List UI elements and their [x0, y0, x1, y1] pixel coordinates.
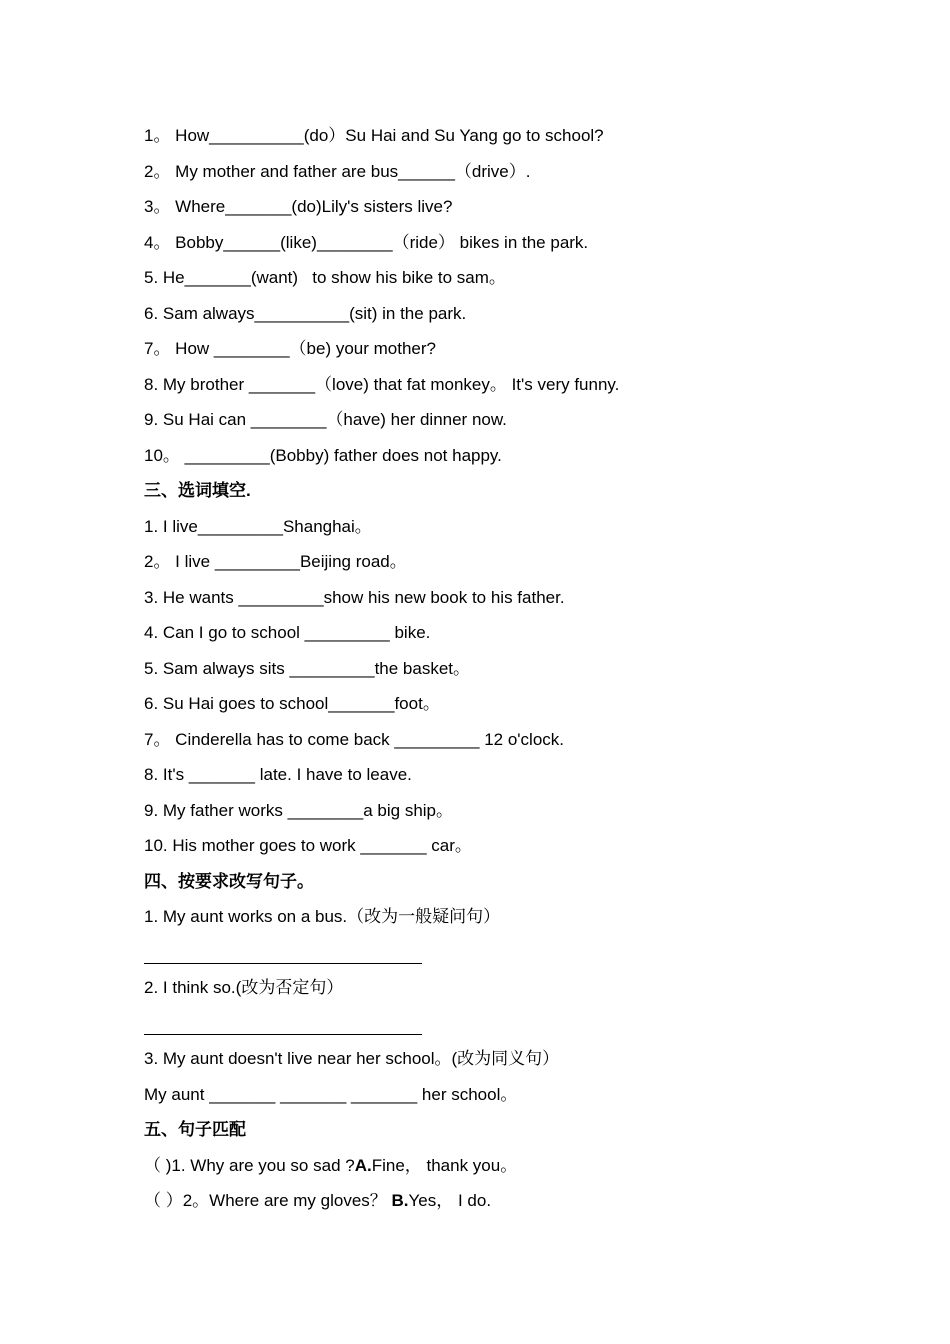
match-question: （ )1. Why are you so sad ?	[144, 1155, 355, 1175]
list-item: 10. His mother goes to work _______ car。	[144, 836, 472, 855]
list-item: 6. Sam always__________(sit) in the park.	[144, 303, 467, 323]
list-item: 5. Sam always sits _________the basket。	[144, 658, 471, 678]
list-item: 9. My father works ________a big ship。	[144, 800, 454, 820]
list-item: 5. He_______(want) to show his bike to sam。	[144, 268, 506, 287]
list-item: 1。 How__________(do）Su Hai and Su Yang go to school?	[144, 126, 604, 145]
list-item: 8. It's _______ late. I have to leave.	[144, 765, 412, 784]
list-item: 2。 My mother and father are bus______（drive）.	[144, 161, 531, 181]
list-item: My aunt _______ _______ _______ her school。	[144, 1084, 518, 1104]
list-item: 3. He wants _________show his new book to his father.	[144, 587, 565, 607]
answer-line[interactable]	[144, 1006, 864, 1042]
list-item: 2。 I live _________Beijing road。	[144, 552, 407, 571]
list-item: 8. My brother _______（love) that fat monkey。 It's very funny.	[144, 374, 620, 394]
list-item: 2. I think so.(改为否定句）	[144, 978, 344, 997]
list-item: 10。 _________(Bobby) father does not happy.	[144, 445, 502, 465]
list-item: 1. My aunt works on a bus.（改为一般疑问句）	[144, 907, 501, 926]
section4-heading: 四、按要求改写句子。	[144, 871, 314, 891]
match-option-letter: B.	[391, 1191, 409, 1210]
list-item: 4. Can I go to school _________ bike.	[144, 623, 431, 642]
match-option-text: Fine， thank you。	[371, 1155, 518, 1175]
list-item	[144, 1148, 864, 1184]
worksheet-page	[144, 118, 864, 1219]
section3-heading: 三、选词填空.	[144, 481, 251, 500]
answer-line[interactable]	[144, 935, 864, 971]
match-option-text: Yes， I do.	[408, 1191, 492, 1210]
match-option-letter: A.	[354, 1155, 372, 1175]
list-item: 4。 Bobby______(like)________（ride） bikes in the park.	[144, 232, 589, 252]
list-item: 9. Su Hai can ________（have) her dinner now.	[144, 410, 507, 429]
list-item: 7。 Cinderella has to come back _________ 12 o'clock.	[144, 729, 565, 749]
list-item: 1. I live_________Shanghai。	[144, 516, 372, 536]
section2-list	[144, 118, 864, 473]
section5-list	[144, 1148, 864, 1219]
list-item: 3. My aunt doesn't live near her school。(改为同义句）	[144, 1049, 560, 1068]
section4-list	[144, 899, 864, 1112]
match-question: （ ）2。Where are my gloves？	[144, 1191, 392, 1210]
section5-heading: 五、句子匹配	[144, 1120, 246, 1139]
list-item	[144, 1183, 864, 1219]
list-item: 3。 Where_______(do)Lily's sisters live?	[144, 197, 453, 216]
list-item: 6. Su Hai goes to school_______foot。	[144, 694, 440, 713]
section3-list	[144, 509, 864, 864]
list-item: 7。 How ________（be) your mother?	[144, 339, 436, 358]
